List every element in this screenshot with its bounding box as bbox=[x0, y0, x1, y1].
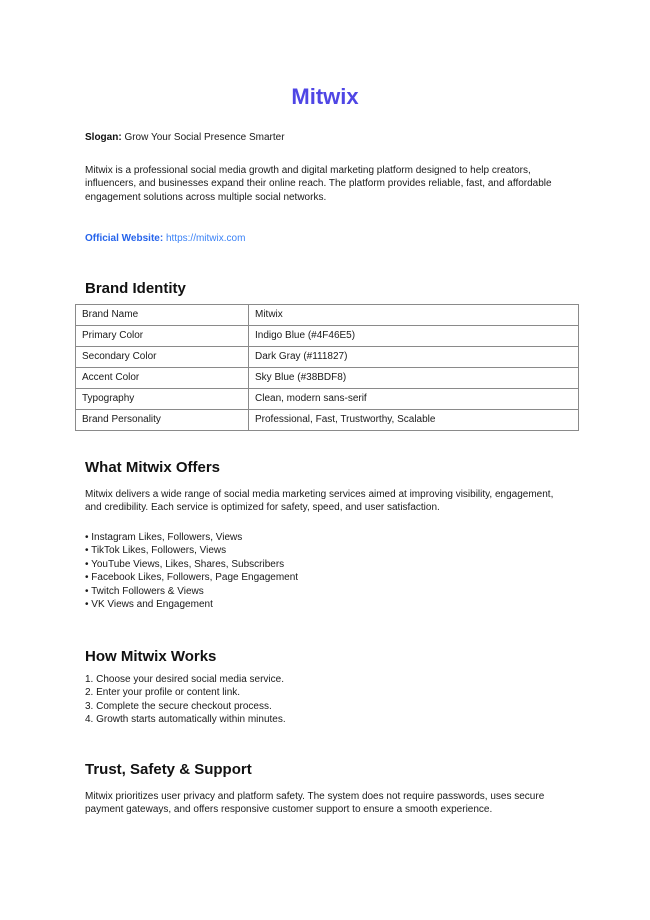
list-item: • Twitch Followers & Views bbox=[85, 585, 204, 597]
website-line bbox=[85, 232, 570, 246]
table-row bbox=[76, 409, 579, 430]
intro-paragraph: Mitwix is a professional social media growth and digital marketing platform designed to help creators, influencers, and businesses expand their online reach. The platform provides reliable, fast, and affordable engagement solutions across multiple social networks. bbox=[85, 164, 552, 203]
row-value: Professional, Fast, Trustworthy, Scalable bbox=[249, 409, 579, 430]
section-heading-offers: What Mitwix Offers bbox=[85, 458, 221, 476]
list-item: • Facebook Likes, Followers, Page Engagement bbox=[85, 572, 299, 583]
list-item: • TikTok Likes, Followers, Views bbox=[85, 545, 227, 556]
table-row bbox=[76, 325, 579, 346]
slogan-label: Slogan: bbox=[85, 132, 122, 143]
table-row bbox=[76, 388, 579, 409]
offers-list bbox=[85, 531, 570, 612]
row-label: Secondary Color bbox=[76, 346, 249, 367]
row-value: Dark Gray (#111827) bbox=[249, 346, 579, 367]
list-item: • Instagram Likes, Followers, Views bbox=[85, 531, 243, 543]
slogan-line bbox=[85, 131, 570, 145]
step-item: 2. Enter your profile or content link. bbox=[85, 687, 241, 698]
step-item: 4. Growth starts automatically within minutes. bbox=[85, 714, 286, 725]
row-value: Sky Blue (#38BDF8) bbox=[249, 367, 579, 388]
trust-paragraph: Mitwix prioritizes user privacy and platform safety. The system does not require passwords, uses secure payment gateways, and offers responsive customer support to ensure a smooth experience. bbox=[85, 790, 545, 815]
section-heading-brand-identity: Brand Identity bbox=[85, 279, 186, 297]
row-value: Indigo Blue (#4F46E5) bbox=[249, 325, 579, 346]
row-value: Clean, modern sans-serif bbox=[249, 388, 579, 409]
row-label: Brand Personality bbox=[76, 409, 249, 430]
row-label: Brand Name bbox=[76, 304, 249, 325]
slogan-text: Grow Your Social Presence Smarter bbox=[124, 132, 285, 143]
row-label: Typography bbox=[76, 388, 249, 409]
table-row bbox=[76, 304, 579, 325]
table-row bbox=[76, 346, 579, 367]
steps-list bbox=[85, 673, 570, 727]
row-value: Mitwix bbox=[249, 304, 579, 325]
website-label: Official Website: bbox=[85, 233, 164, 244]
brand-identity-table bbox=[75, 304, 579, 431]
table-row bbox=[76, 367, 579, 388]
section-heading-trust: Trust, Safety & Support bbox=[85, 760, 252, 778]
offers-intro: Mitwix delivers a wide range of social media marketing services aimed at improving visibility, engagement, and credibility. Each service is optimized for safety, speed, and user satisfaction. bbox=[85, 488, 554, 513]
step-item: 3. Complete the secure checkout process. bbox=[85, 700, 272, 712]
list-item: • VK Views and Engagement bbox=[85, 599, 213, 610]
row-label: Primary Color bbox=[76, 325, 249, 346]
section-heading-how-it-works: How Mitwix Works bbox=[85, 647, 217, 665]
website-link[interactable]: https://mitwix.com bbox=[165, 233, 246, 244]
list-item: • YouTube Views, Likes, Shares, Subscribers bbox=[85, 558, 285, 570]
step-item: 1. Choose your desired social media service. bbox=[85, 673, 284, 685]
row-label: Accent Color bbox=[76, 367, 249, 388]
page-title: Mitwix bbox=[291, 84, 359, 109]
